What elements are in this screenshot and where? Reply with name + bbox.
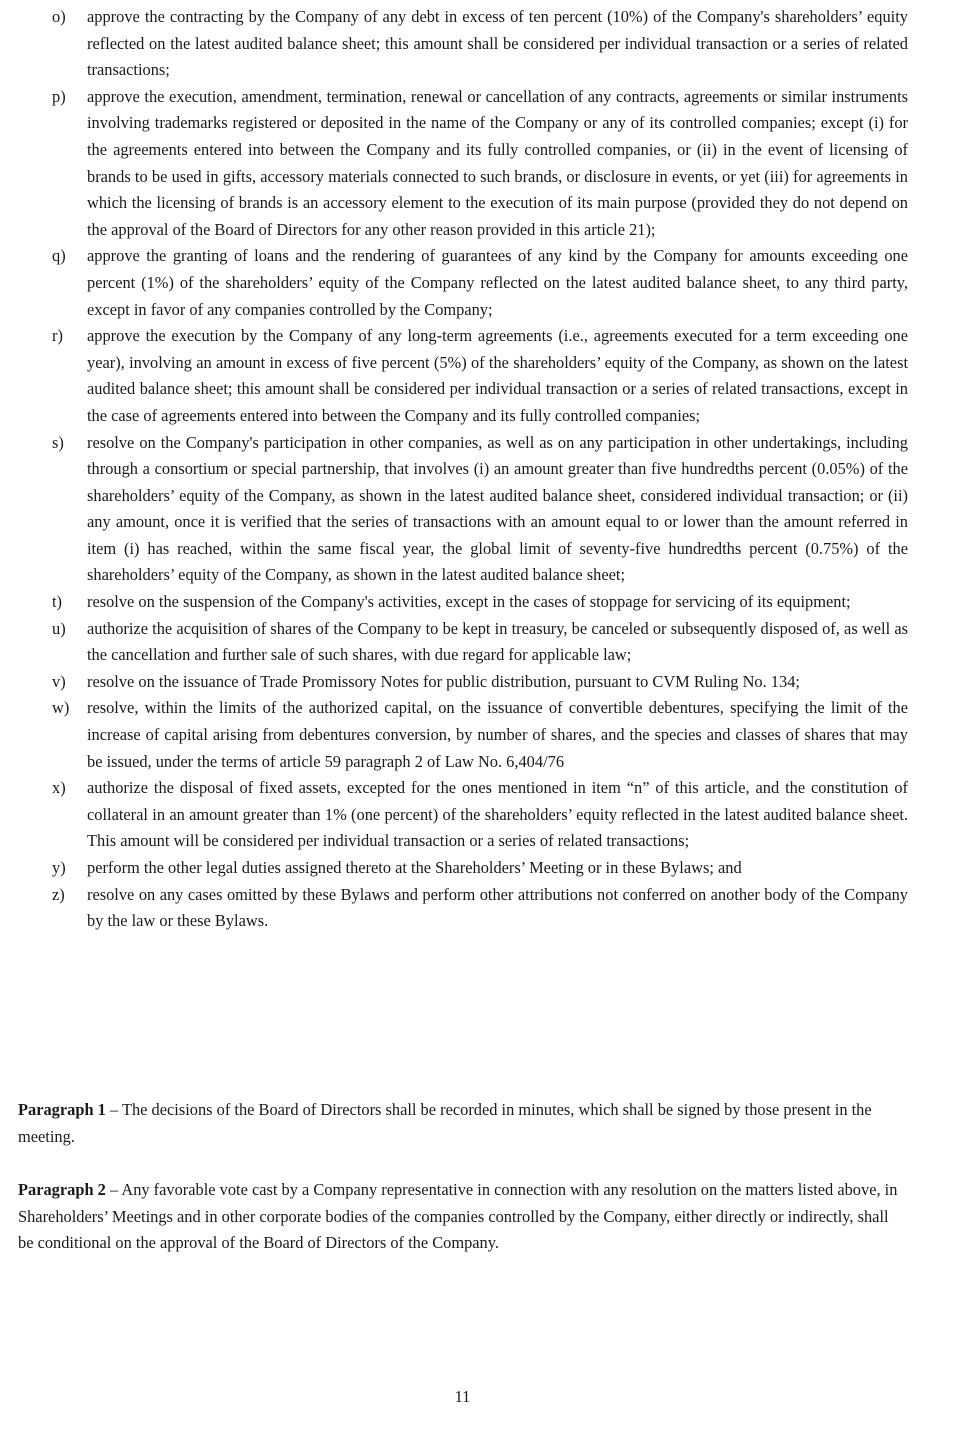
list-marker: o)	[52, 7, 66, 26]
list-marker: p)	[52, 86, 66, 106]
list-item-text: perform the other legal duties assigned thereto at the Shareholders’ Meeting or in these Bylaws; and	[87, 858, 742, 877]
resolution-list	[0, 4, 955, 935]
list-marker: v)	[52, 671, 66, 691]
list-item-u	[0, 616, 908, 669]
list-item-t	[0, 589, 908, 616]
list-item-o	[0, 4, 908, 84]
list-item-x	[0, 775, 908, 855]
list-marker: z)	[52, 884, 65, 904]
list-item-text: resolve on the Company's participation in other companies, as well as on any participation in other undertakings, including through a consortium or special partnership, that involves (i) an amount greater than five hundredths percent (0.05%) of the shareholders’ equity of the Company, as shown in the latest audited balance sheet, considered individual transaction; or (ii) any amount, once it is verified that the series of transactions with an amount equal to or lower than the amount referred in item (i) has reached, within the same fiscal year, the global limit of seventy-five hundredths percent (0.75%) of the shareholders’ equity of the Company, as shown in the latest audited balance sheet;	[87, 432, 908, 585]
list-item-text: authorize the acquisition of shares of the Company to be kept in treasury, be canceled or subsequently disposed of, as well as the cancellation and further sale of such shares, with due regard for applicable law;	[87, 618, 908, 665]
list-item-p	[0, 84, 908, 244]
list-item-y	[0, 855, 908, 882]
list-item-v	[0, 669, 908, 696]
list-item-text: resolve on any cases omitted by these Bylaws and perform other attributions not conferred on another body of the Company by the law or these Bylaws.	[87, 884, 908, 931]
list-marker: q)	[52, 246, 66, 266]
list-marker: x)	[52, 778, 66, 798]
list-item-text: approve the granting of loans and the rendering of guarantees of any kind by the Company for amounts exceeding one percent (1%) of the shareholders’ equity of the Company reflected on the latest audited balance sheet, to any third party, except in favor of any companies controlled by the Company;	[87, 246, 908, 319]
page-number: 11	[454, 1387, 471, 1406]
list-marker: t)	[52, 592, 63, 612]
paragraph-2-text: – Any favorable vote cast by a Company representative in connection with any resolution on the matters listed above, in Shareholders’ Meetings and in other corporate bodies of the companies controlled by the Company, either directly or indirectly, shall be conditional on the approval of the Board of Directors of the Company.	[18, 1180, 898, 1253]
list-item-text: approve the execution, amendment, termination, renewal or cancellation of any contracts, agreements or similar instruments involving trademarks registered or deposited in the name of the Company or any of its controlled companies; except (i) for the agreements entered into between the Company and its fully controlled companies, or (ii) in the event of licensing of brands to be used in gifts, accessory materials connected to such brands, or disclosure in events, or yet (iii) for agreements in which the licensing of brands is an accessory element to the execution of its main purpose (provided they do not depend on the approval of the Board of Directors for any other reason provided in this article 21);	[87, 86, 908, 239]
list-item-text: approve the contracting by the Company of any debt in excess of ten percent (10%) of the Company's shareholders’ equity reflected on the latest audited balance sheet; this amount shall be considered per individual transaction or a series of related transactions;	[87, 7, 908, 80]
list-item-text: approve the execution by the Company of any long-term agreements (i.e., agreements executed for a term exceeding one year), involving an amount in excess of five percent (5%) of the shareholders’ equity of the Company, as shown on the latest audited balance sheet; this amount shall be considered per individual transaction or a series of related transactions, except in the case of agreements entered into between the Company and its fully controlled companies;	[87, 326, 908, 425]
list-item-text: resolve on the suspension of the Company's activities, except in the cases of stoppage for servicing of its equipment;	[87, 592, 851, 612]
list-item-w	[0, 695, 908, 775]
list-marker: u)	[52, 618, 66, 638]
list-marker: w)	[52, 698, 70, 718]
list-item-text: authorize the disposal of fixed assets, excepted for the ones mentioned in item “n” of this article, and the constitution of collateral in an amount greater than 1% (one percent) of the shareholders’ equity reflected in the latest audited balance sheet. This amount will be considered per individual transaction or a series of related transactions;	[87, 778, 908, 851]
list-item-q	[0, 243, 908, 323]
list-marker: y)	[52, 858, 66, 877]
paragraph-2	[18, 1177, 908, 1257]
list-marker: r)	[52, 326, 63, 346]
paragraph-1-label: Paragraph 1	[18, 1100, 106, 1119]
list-item-r	[0, 323, 908, 429]
paragraph-1	[18, 1097, 908, 1150]
list-item-text: resolve on the issuance of Trade Promissory Notes for public distribution, pursuant to CVM Ruling No. 134;	[87, 671, 800, 691]
list-item-z	[0, 882, 908, 935]
list-marker: s)	[52, 432, 64, 452]
list-item-text: resolve, within the limits of the authorized capital, on the issuance of convertible debentures, specifying the limit of the increase of capital arising from debentures conversion, by number of shares, and the species and classes of shares that may be issued, under the terms of article 59 paragraph 2 of Law No. 6,404/76	[87, 698, 908, 771]
paragraph-1-text: – The decisions of the Board of Directors shall be recorded in minutes, which shall be signed by those present in the meeting.	[18, 1100, 872, 1146]
list-item-s	[0, 430, 908, 590]
paragraph-2-label: Paragraph 2	[18, 1180, 106, 1199]
